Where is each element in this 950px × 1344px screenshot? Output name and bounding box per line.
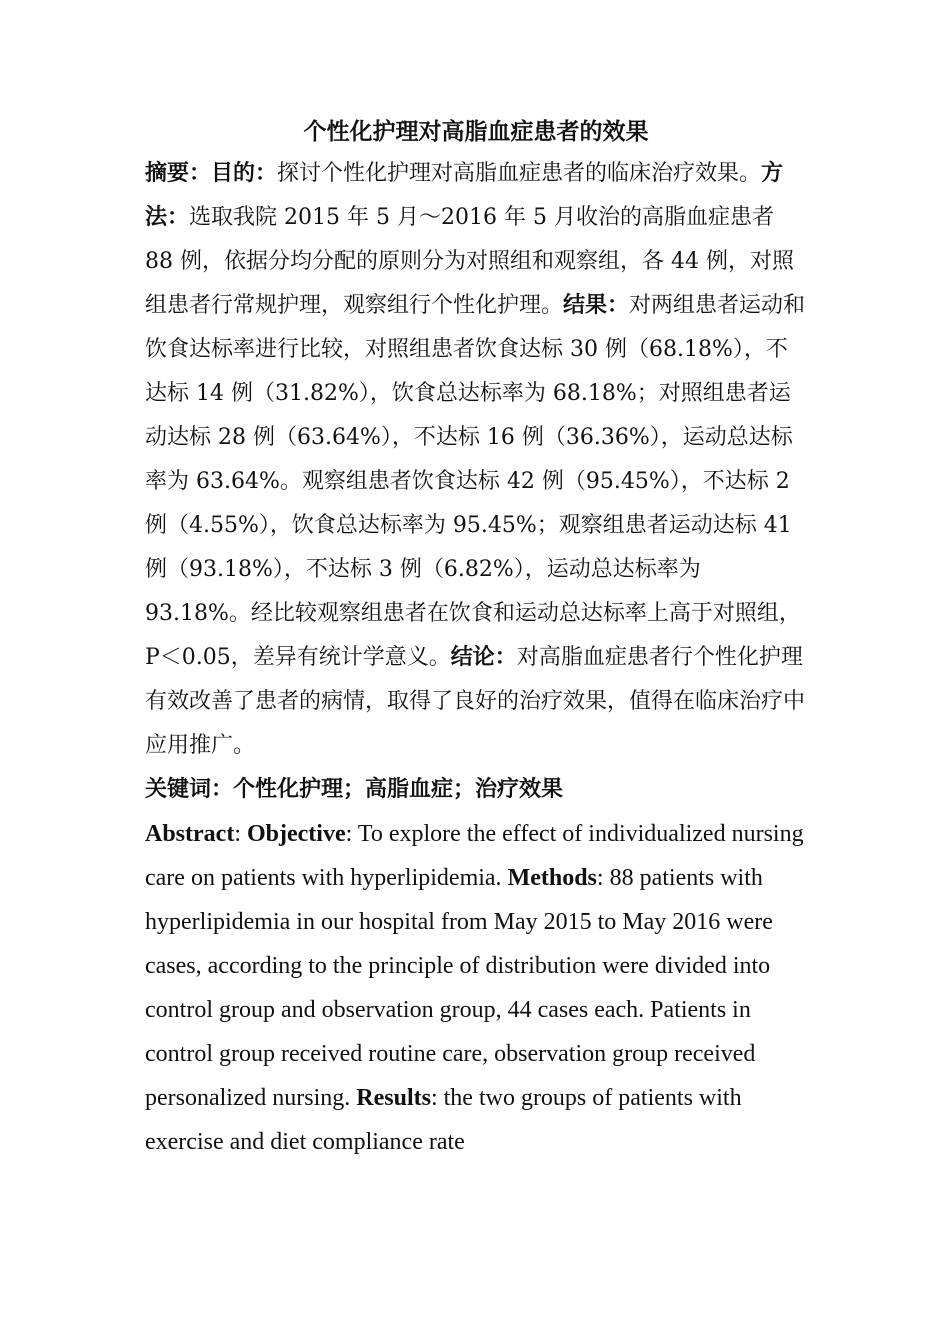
objective-label: 目的： [211, 161, 278, 186]
en-results-label: Results [356, 1085, 431, 1111]
abstract-label: 摘要： [145, 161, 212, 186]
methods-text: 选取我院 2015 年 5 月～2016 年 5 月收治的高脂血症患者 88 例，依据分均分配的原则分为对照组和观察组，各 44 例，对照组患者行常规护理，观察组行个性化护理。 [145, 205, 794, 318]
results-text: 对两组患者运动和饮食达标率进行比较，对照组患者饮食达标 30 例（68.18%），不达标 14 例（31.82%），饮食总达标率为 68.18%；对照组患者运动达标 28 例（63.64%），不达标 16 例（36.36%），运动总达标率为 63.64%。观察组患者饮食达标 42 例（95.45%），不达标 2 例（4.55%），饮食总达标率为 95.45%；观察组患者运动达标 41 例（93.18%），不达标 3 例（6.82%），运动总达标率为 93.18%。经比较观察组患者在饮食和运动总达标率上高于对照组，P＜0.05，差异有统计学意义。 [145, 293, 806, 670]
methods-label: 方法： [145, 161, 784, 230]
keywords-text: 个性化护理；高脂血症；治疗效果 [233, 777, 564, 802]
chinese-abstract [145, 152, 807, 768]
document-content [145, 112, 807, 1164]
conclusion-label: 结论： [450, 645, 517, 670]
en-methods-text: : 88 patients with hyperlipidemia in our hospital from May 2015 to May 2016 were cases, according to the principle of distribution were divided into control group and observation group, 44 cases each. Patients in control group received routine care, observation group received personalized nursing. [145, 865, 773, 1111]
en-objective-label: Objective [246, 821, 346, 847]
objective-text: 探讨个性化护理对高脂血症患者的临床治疗效果。 [277, 161, 762, 186]
keywords [145, 768, 807, 812]
english-abstract [145, 812, 807, 1164]
keywords-label: 关键词： [145, 777, 234, 802]
en-abstract-sep: : [234, 821, 247, 847]
results-label: 结果： [563, 293, 630, 318]
en-objective-text: : To explore the effect of individualized nursing care on patients with hyperlipidemia. [145, 821, 804, 891]
document-title: 个性化护理对高脂血症患者的效果 [303, 119, 649, 145]
en-results-text: : the two groups of patients with exercise and diet compliance rate [145, 1085, 742, 1155]
conclusion-text: 对高脂血症患者行个性化护理有效改善了患者的病情，取得了良好的治疗效果，值得在临床治疗中应用推广。 [145, 645, 806, 758]
en-methods-label: Methods [507, 865, 597, 891]
en-abstract-label: Abstract [145, 821, 235, 847]
